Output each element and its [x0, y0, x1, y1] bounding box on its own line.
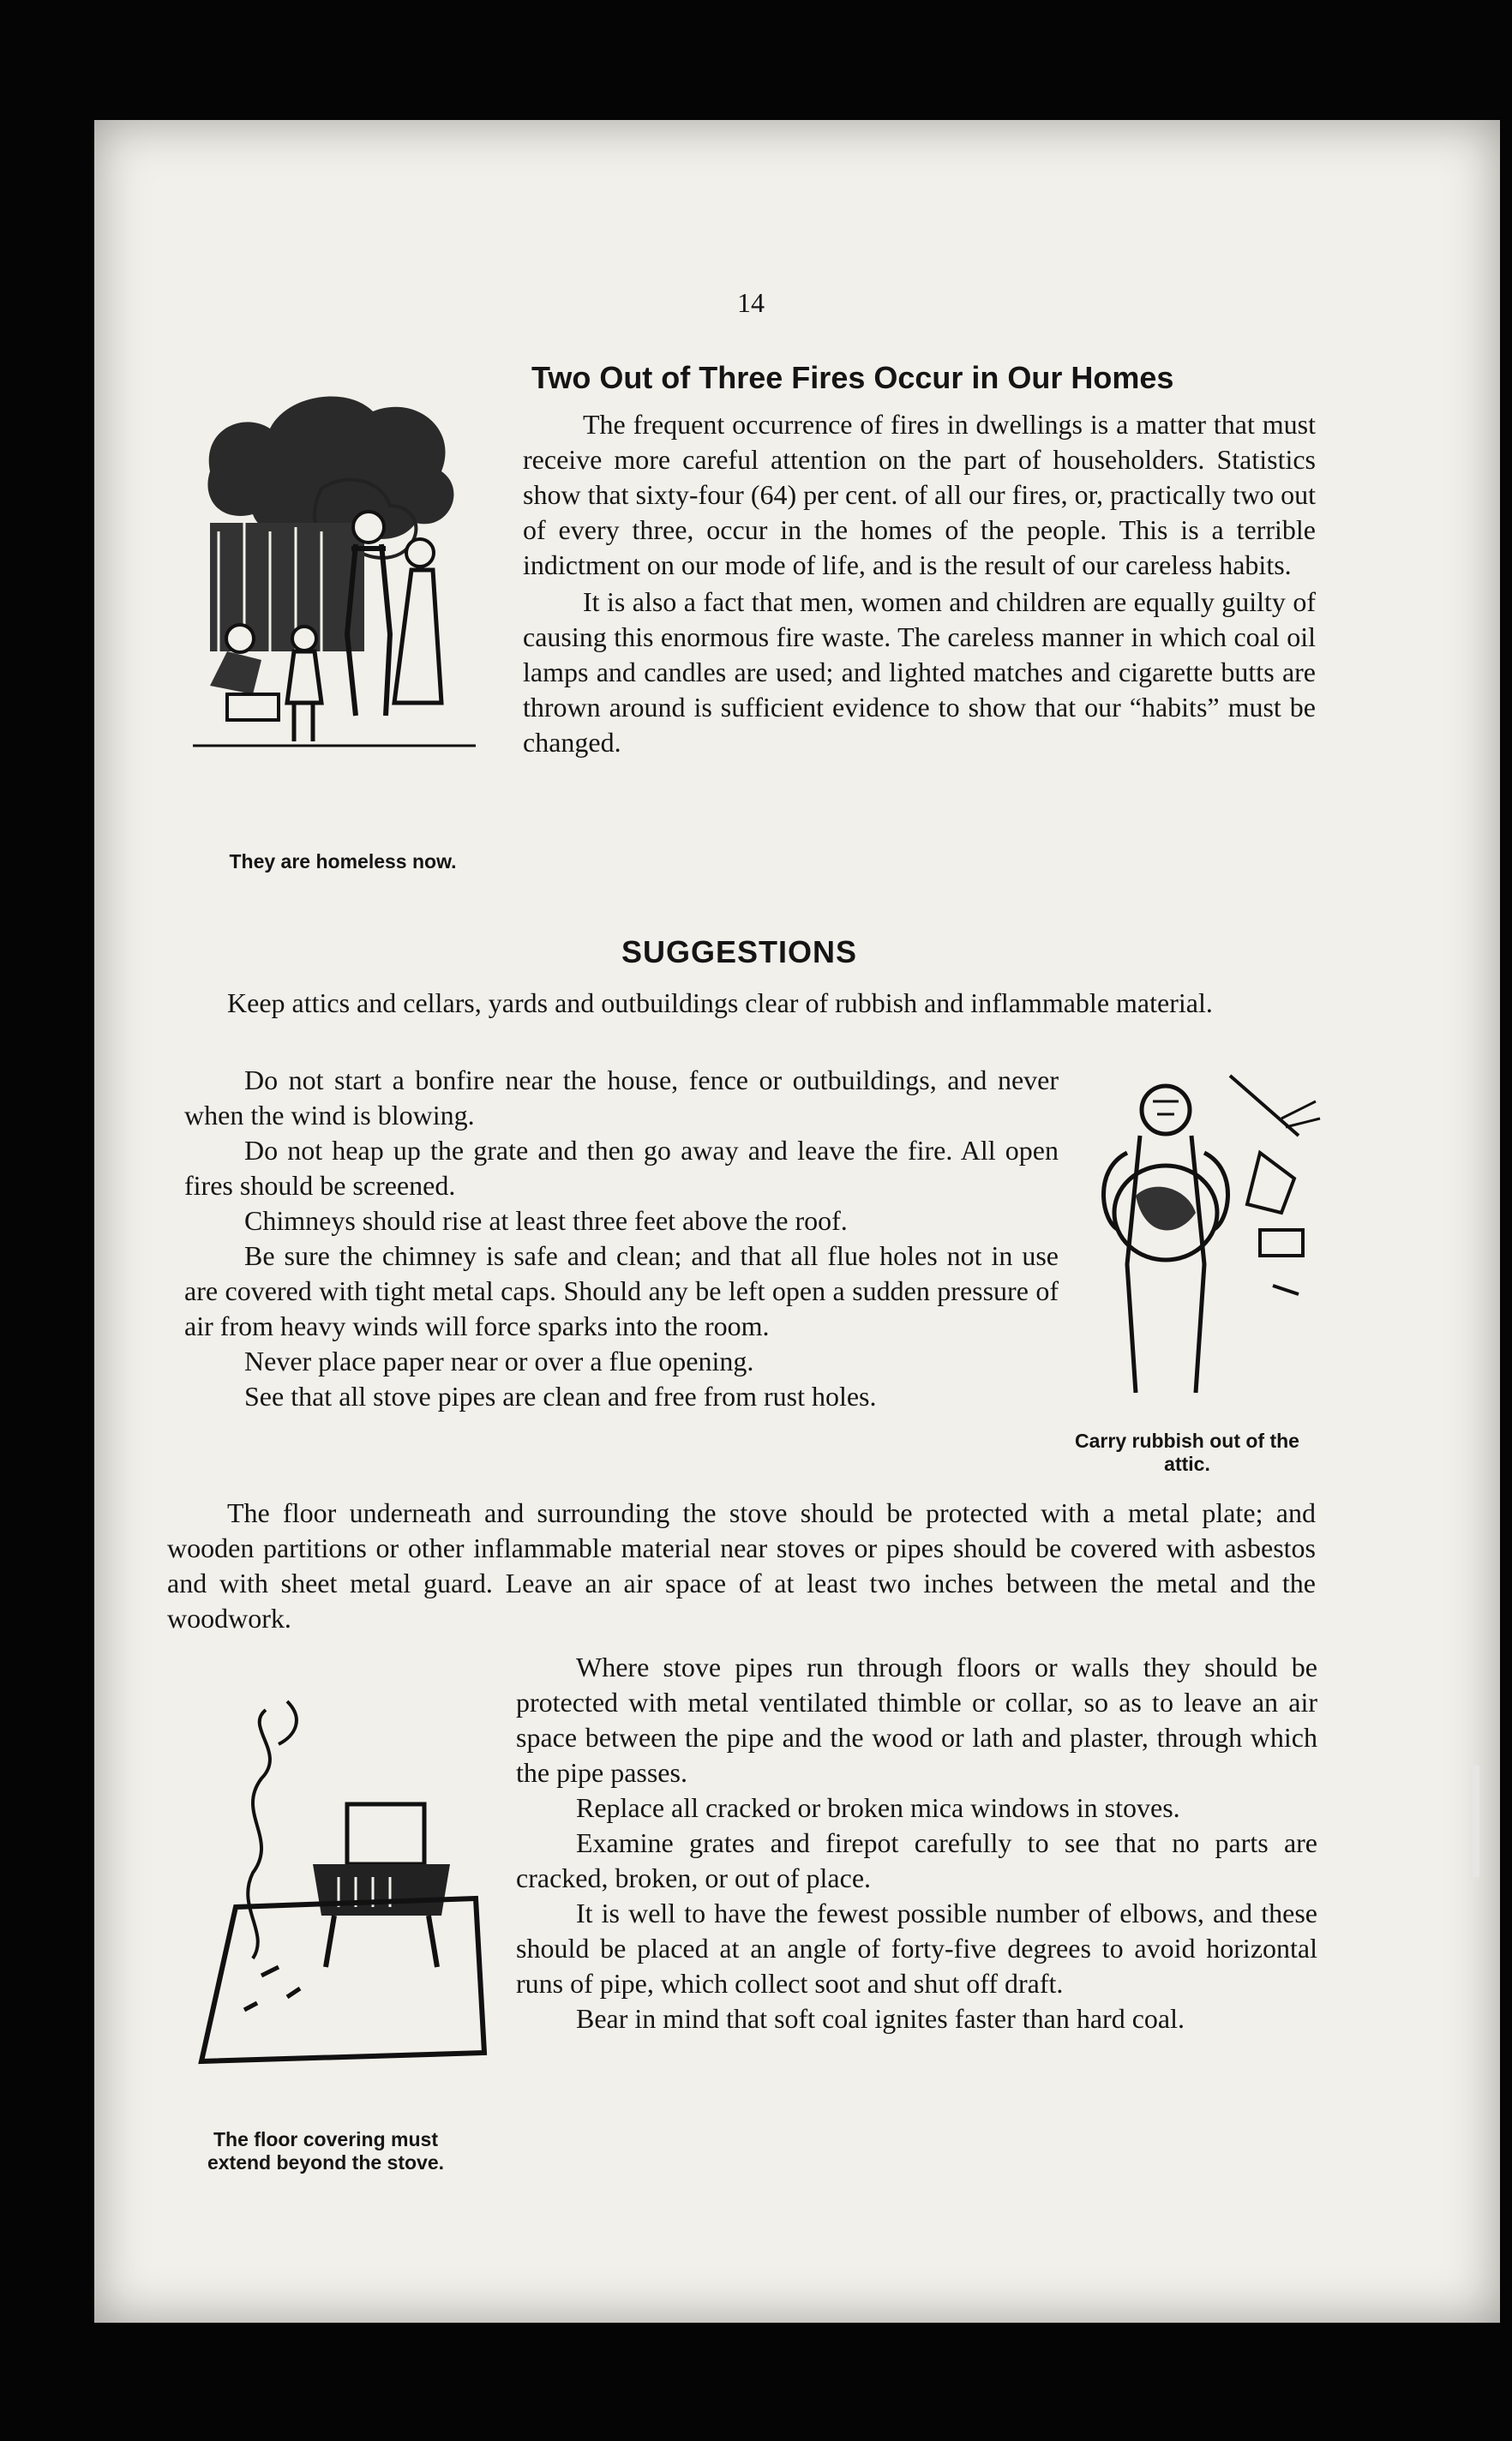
suggestions-right-column	[516, 1650, 1317, 2036]
suggestion-item: Do not heap up the grate and then go away and leave the fire. All open fires should be screened.	[184, 1135, 1059, 1201]
suggestion-item: Bear in mind that soft coal ignites faster than hard coal.	[576, 2003, 1185, 2034]
suggestion-item: It is well to have the fewest possible number of elbows, and these should be placed at an angle of forty-five degrees to avoid horizontal runs of pipe, which collect soot and shut off draft.	[516, 1898, 1317, 1999]
suggestion-item: Examine grates and firepot carefully to see that no parts are cracked, broken, or out of place.	[516, 1827, 1317, 1893]
caption-attic: Carry rubbish out of the attic.	[1075, 1430, 1299, 1475]
suggestion-item: Never place paper near or over a flue opening.	[244, 1346, 754, 1376]
suggestion-item: See that all stove pipes are clean and free from rust holes.	[244, 1381, 877, 1412]
rubbish-carrier-illustration	[1076, 1067, 1324, 1401]
intro-paragraph: The frequent occurrence of fires in dwellings is a matter that must receive more careful attention on the part of householders. Statistics show that sixty-four (64) per cent. of all our fires, or, practically two out of every three, occur in the homes of the people. This is a terrible indictment on our mode of life, and is the result of our careless habits.	[523, 409, 1316, 580]
suggestion-item: Where stove pipes run through floors or walls they should be protected with metal ventilated thimble or collar, so as to leave an air space between the pipe and the wood or lath and plaster, through which the pipe passes.	[516, 1652, 1317, 1788]
suggestion-item: The floor underneath and surrounding the stove should be protected with a metal plate; and wooden partitions or other inflammable material near stoves or pipes should be covered with asbestos and with sheet metal guard. Leave an air space of at least two inches between the metal and the woodwork.	[167, 1497, 1316, 1634]
caption-homeless: They are homeless now.	[229, 850, 457, 873]
scan-edge-mark	[1473, 1766, 1479, 1877]
intro-paragraph: It is also a fact that men, women and children are equally guilty of causing this enormous fire waste. The careless manner in which coal oil lamps and candles are used; and lighted matches and cigarette butts are thrown around is sufficient evidence to show that our “habits” must be changed.	[523, 586, 1316, 758]
suggestion-item: Be sure the chimney is safe and clean; and that all flue holes not in use are covered with tight metal caps. Should any be left open a sudden pressure of air from heavy winds will force sparks into the room.	[184, 1240, 1059, 1341]
suggestion-full-width	[167, 986, 1316, 1021]
burning-house-illustration	[193, 377, 484, 763]
caption-stove: The floor covering must extend beyond the stove.	[207, 2128, 445, 2174]
suggestion-item: Chimneys should rise at least three feet above the roof.	[244, 1205, 848, 1236]
stove-floor-illustration	[184, 1693, 501, 2070]
suggestion-floor	[167, 1496, 1316, 1636]
suggestion-item: Keep attics and cellars, yards and outbuildings clear of rubbish and inflammable material.	[227, 987, 1213, 1018]
intro-text	[523, 407, 1316, 760]
document-page	[94, 120, 1500, 2323]
section-title: Two Out of Three Fires Occur in Our Homes	[531, 360, 1174, 395]
page-number: 14	[737, 287, 765, 318]
suggestion-item: Do not start a bonfire near the house, fence or outbuildings, and never when the wind is blowing.	[184, 1065, 1059, 1131]
suggestions-left-column	[184, 1063, 1059, 1414]
suggestions-heading: SUGGESTIONS	[621, 934, 858, 969]
suggestion-item: Replace all cracked or broken mica windows in stoves.	[576, 1792, 1180, 1823]
